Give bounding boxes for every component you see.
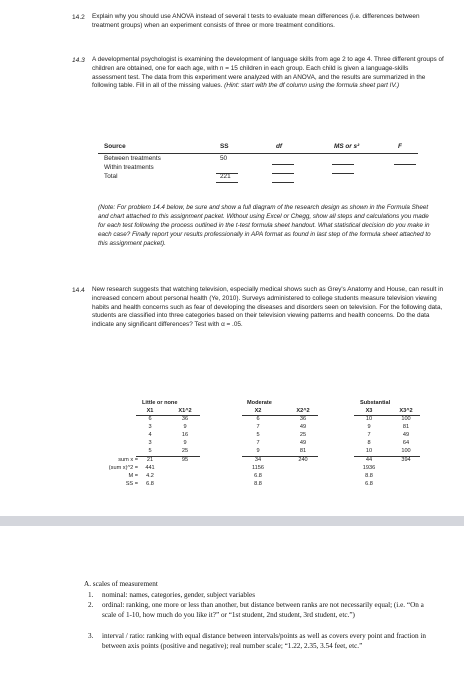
cell: 64 (402, 440, 410, 446)
problem-text (92, 56, 444, 91)
cell: 9 (256, 448, 260, 454)
cell: 6 (256, 416, 260, 422)
ss-label: SS = (125, 481, 138, 487)
problem-text: Explain why you should use ANOVA instead of several t tests to evaluate mean differences (i.e. differences between treatment groups) when an experiment consists of three or more treatment conditions. (92, 13, 420, 29)
ss-total-rule (216, 182, 238, 183)
problem-number: 14.4 (72, 287, 85, 294)
cell: 10 (365, 448, 373, 454)
cell: 4 (148, 432, 152, 438)
item-text: ordinal: ranking, one more or less than another, but distance between ranks are not necessarily equal; (i.e. “On a scale of 1-10, how much do you like it?” or “1st student, 2nd student, 3rd student, etc.”) (102, 601, 424, 619)
cell: 10 (365, 416, 373, 422)
hint-text: (Hint: start with the df column using the formula sheet part IV.) (224, 82, 400, 90)
cell: 49 (299, 440, 307, 446)
page-separator (0, 516, 464, 526)
table-row (98, 164, 418, 173)
source-label: Between treatments (104, 155, 161, 162)
blank-df-total[interactable] (272, 182, 294, 183)
mean-value: 8.8 (365, 473, 373, 479)
problem-14-2 (72, 13, 444, 31)
cell: 81 (299, 448, 307, 454)
col-ms: MS or s² (334, 143, 360, 150)
cell: 9 (367, 424, 371, 430)
source-label: Total (104, 173, 118, 180)
problem-14-4 (72, 286, 444, 330)
col-header: X1^2 (178, 408, 192, 414)
sumsq-value: 1936 (362, 465, 376, 471)
cell: 7 (367, 432, 371, 438)
cell: 16 (181, 432, 189, 438)
item-text: interval / ratio: ranking with equal distance between intervals/points as well as covers every point and fraction in between axis points (positive and negative); real number scale; “1.22, 2.35, 3.54 feet, etc.” (102, 632, 426, 650)
col-header: X1 (146, 408, 154, 414)
sumsq-label: (sum x)^2 = (108, 465, 138, 471)
blank-ss-within[interactable] (216, 173, 238, 174)
item-number: 3. (88, 632, 94, 640)
item-number: 2. (88, 601, 94, 609)
mean-label: M = (128, 473, 138, 479)
col-header: X2^2 (296, 408, 310, 414)
group-label: Moderate (247, 400, 272, 406)
cell: 25 (181, 448, 189, 454)
section-heading: A. scales of measurement (84, 580, 158, 588)
sum-value: 95 (181, 457, 189, 463)
sumsq-value: 441 (145, 465, 155, 471)
list-item (88, 601, 438, 621)
cell: 3 (148, 424, 152, 430)
ss-value: 8.8 (254, 481, 262, 487)
list-item (88, 591, 438, 601)
list-item (88, 632, 438, 652)
ss-value: 6.8 (146, 481, 154, 487)
sum-label: sum x = (118, 457, 138, 463)
blank-df-within[interactable] (272, 173, 294, 174)
cell: 8 (367, 440, 371, 446)
group-label: Little or none (142, 400, 178, 406)
cell: 9 (183, 424, 187, 430)
group-label: Substantial (360, 400, 391, 406)
header-rule (98, 153, 418, 154)
cell: 81 (402, 424, 410, 430)
col-f: F (398, 143, 402, 150)
cell: 36 (299, 416, 307, 422)
source-label: Within treatments (104, 164, 154, 171)
table-row (98, 173, 418, 182)
table-header-row (98, 143, 418, 152)
blank-df-between[interactable] (272, 164, 294, 165)
item-number: 1. (88, 591, 94, 599)
problem-number: 14.3 (72, 57, 85, 64)
cell: 36 (181, 416, 189, 422)
col-header: X2 (254, 408, 262, 414)
sum-value: 394 (401, 457, 411, 463)
blank-ms-between[interactable] (332, 164, 354, 165)
cell: 9 (183, 440, 187, 446)
cell: 100 (401, 416, 411, 422)
ss-value: 50 (220, 155, 228, 162)
cell: 7 (256, 424, 260, 430)
col-ss: SS (220, 143, 229, 150)
cell: 7 (256, 440, 260, 446)
ss-value: 221 (220, 173, 231, 180)
problem-14-3 (72, 56, 444, 91)
problem-body: A developmental psychologist is examining the development of language skills from age 2 to age 4. Three different groups of children are obtained, one for each age, with n = 15 children in each group. Each child is given a language-skills assessment test. The data from this experiment were analyzed with an ANOVA, and the results are summarized in the following table. Fill in all of the missing values. (92, 56, 444, 90)
col-header: X3 (365, 408, 373, 414)
cell: 49 (402, 432, 410, 438)
mean-value: 4.2 (146, 473, 154, 479)
cell: 100 (401, 448, 411, 454)
problem-number: 14.2 (72, 14, 85, 21)
instruction-note: (Note: For problem 14.4 below, be sure and show a full diagram of the research design as shown in the Formula Sheet and chart attached to this assignment packet. Without using Excel or Chegg, show all steps and calculations you made for each test following the process outlined in the t-test formula sheet handout. What statistical decision do you make in each case? Finally report your results professionally in APA format as found in last step of the formula sheet attached to this assignment packet). (98, 204, 431, 247)
ss-value: 6.8 (365, 481, 373, 487)
cell: 49 (299, 424, 307, 430)
mean-value: 6.8 (254, 473, 262, 479)
cell: 6 (148, 416, 152, 422)
sum-value: 44 (365, 457, 373, 463)
cell: 3 (148, 440, 152, 446)
blank-ms-within[interactable] (332, 173, 354, 174)
cell: 25 (299, 432, 307, 438)
sum-value: 240 (298, 457, 308, 463)
blank-f[interactable] (394, 164, 416, 165)
sum-value: 34 (254, 457, 262, 463)
col-df: df (276, 143, 283, 150)
col-source: Source (104, 143, 126, 150)
cell: 5 (256, 432, 260, 438)
sum-value: 21 (146, 457, 154, 463)
sumsq-value: 1156 (251, 465, 265, 471)
table-row (98, 155, 418, 164)
cell: 5 (148, 448, 152, 454)
problem-text: New research suggests that watching television, especially medical shows such as Grey's Anatomy and House, can result in increased concern about personal health (Ye, 2010). Surveys administered to college students measure television viewing habits and health concerns such as fear of developing the diseases and disorders seen on television. For the following data, students are classified into three categories based on their television viewing patterns and health concerns. Do the data indicate any significant differences? Test with α = .05. (92, 286, 444, 329)
col-header: X3^2 (399, 408, 413, 414)
item-text: nominal: names, categories, gender, subject variables (102, 591, 255, 599)
